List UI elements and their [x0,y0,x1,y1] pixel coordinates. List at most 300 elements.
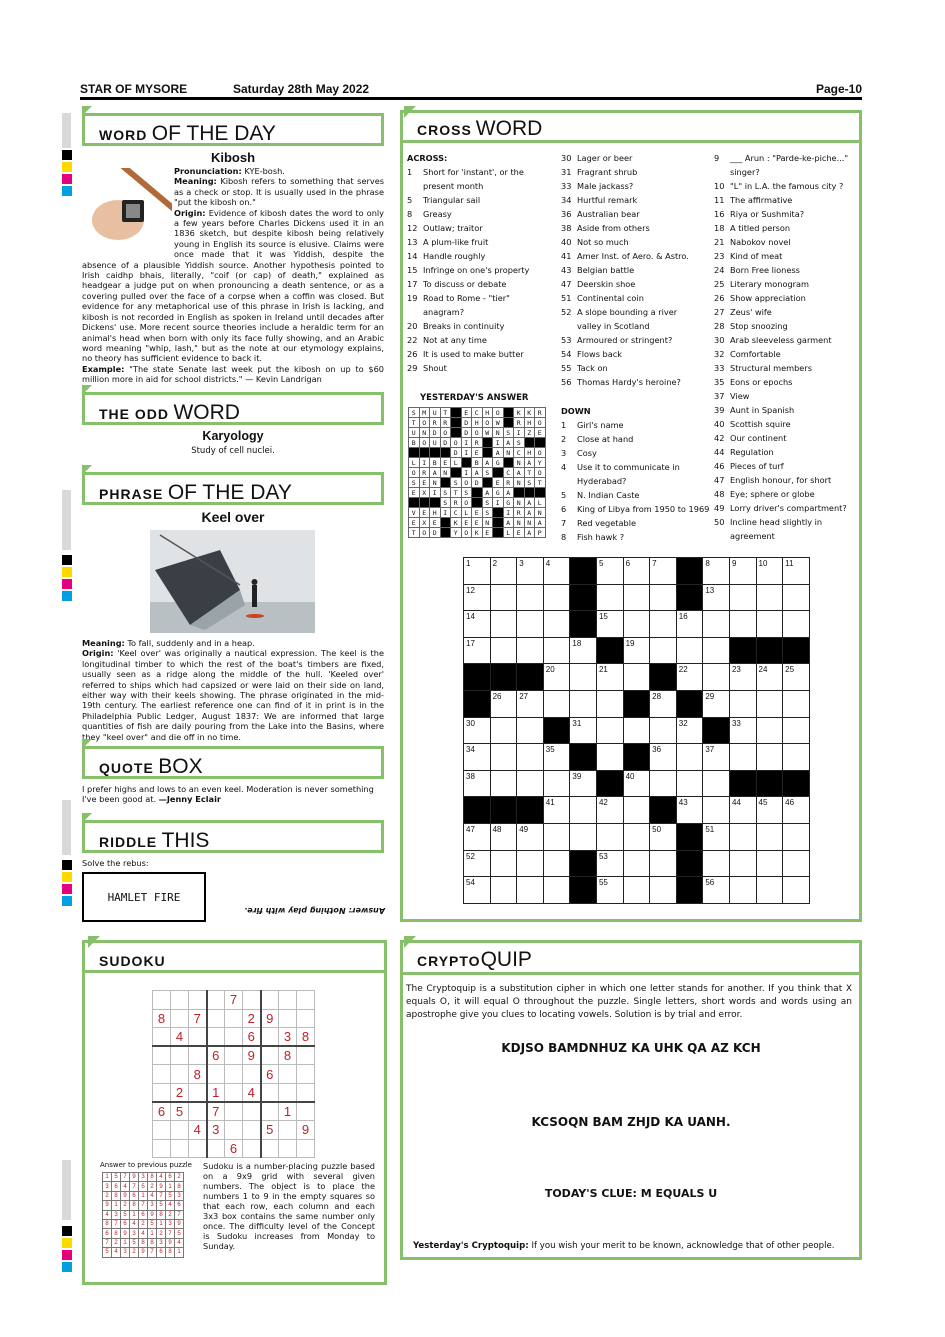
answer-block [451,408,462,418]
sudoku-cell[interactable] [153,1046,171,1065]
crossword-cell[interactable]: 12 [464,584,491,611]
clue-text: Flows back [577,349,623,359]
crossword-cell[interactable] [543,877,570,904]
sudoku-cell[interactable] [243,1102,261,1121]
clue [561,474,711,488]
crossword-cell[interactable] [703,611,730,638]
crossword-cell[interactable]: 20 [543,664,570,691]
answer-cell: E [493,478,504,488]
crossword-cell[interactable]: 33 [729,717,756,744]
crossword-cell[interactable]: 49 [517,823,544,850]
crossword-cell[interactable] [543,637,570,664]
answer-block [451,428,462,438]
prev-answer-label: Answer to previous puzzle [100,1161,192,1169]
down-clues-col2 [714,151,859,543]
crossword-cell[interactable] [676,770,703,797]
crossword-cell[interactable] [543,611,570,638]
sudoku-cell: 4 [171,1028,189,1047]
clue [714,277,859,291]
crossword-cell[interactable]: 36 [650,744,677,771]
crossword-cell[interactable]: 40 [623,770,650,797]
crossword-cell[interactable] [783,584,810,611]
reg-mark-yellow [62,567,72,577]
sudoku-cell[interactable] [171,1009,189,1028]
paper-name: STAR OF MYSORE [80,82,188,96]
sudoku-cell: 7 [225,991,243,1010]
answer-cell: S [451,478,462,488]
answer-cell: N [535,508,546,518]
prev-sudoku-cell: 1 [112,1201,121,1210]
sudoku-cell[interactable] [171,1121,189,1140]
sudoku-cell[interactable] [261,991,279,1010]
crossword-cell[interactable] [490,770,517,797]
crossword-cell[interactable] [729,877,756,904]
crossword-cell[interactable] [756,850,783,877]
sudoku-cell[interactable] [297,1009,315,1028]
crossword-cell[interactable]: 42 [596,797,623,824]
sudoku-description: Sudoku is a number-placing puzzle based on a 9x9 grid with several given numbers. The object is to place the numbers 1 to 9 in the empty squares so that each row, each column and each 3x3 box contains the same number only once. The difficulty level of the Concept is Sudoku increases from Monday to Sunday. [203,1161,375,1251]
crossword-cell[interactable]: 10 [756,558,783,585]
crossword-cell[interactable]: 53 [596,850,623,877]
crossword-block [570,558,597,585]
sudoku-cell[interactable] [279,1121,297,1140]
clue-number: 37 [714,391,725,401]
reg-mark-magenta [62,174,72,184]
crossword-cell[interactable] [783,850,810,877]
answer-cell: L [409,458,420,468]
sudoku-cell[interactable] [297,1065,315,1084]
sudoku-cell[interactable] [153,1028,171,1047]
clue-number: 41 [561,251,572,261]
clue-number: 35 [714,377,725,387]
cryptoquip-intro: The Cryptoquip is a substitution cipher in which one letter stands for another. If you think that X equals O, it will equal O throughout the puzzle. Single letters, short words and words using an apostrophe give you clues to locating vowels. Solution is by trial and error. [406,984,852,1020]
crossword-cell[interactable] [543,770,570,797]
sudoku-cell[interactable] [207,1065,225,1084]
crossword-cell[interactable] [490,717,517,744]
prev-sudoku-cell: 5 [175,1229,184,1238]
sudoku-cell[interactable] [189,1046,207,1065]
crossword-cell[interactable] [517,850,544,877]
answer-cell: A [514,468,525,478]
sudoku-cell[interactable] [153,1083,171,1102]
clue-number: 40 [714,419,725,429]
crossword-cell[interactable]: 32 [676,717,703,744]
crossword-cell[interactable]: 1 [464,558,491,585]
crossword-cell[interactable] [490,584,517,611]
crossword-cell[interactable] [756,717,783,744]
sudoku-cell[interactable] [189,1083,207,1102]
crossword-cell[interactable]: 31 [570,717,597,744]
crossword-cell[interactable] [729,744,756,771]
label: Pronunciation: [174,166,242,176]
crossword-cell[interactable]: 34 [464,744,491,771]
sudoku-cell[interactable] [225,1046,243,1065]
crossword-cell[interactable]: 55 [596,877,623,904]
meaning: Kibosh refers to something that serves as a check or stop. It is usually used in the phrase "put the kibosh on." [174,176,384,208]
clue [714,235,859,249]
crossword-cell[interactable]: 8 [703,558,730,585]
answer-cell: A [524,498,535,508]
sudoku-cell[interactable] [279,1083,297,1102]
answer-cell: E [472,508,483,518]
crossword-cell[interactable] [650,717,677,744]
clue-text: A titled person [730,223,791,233]
sudoku-cell[interactable] [297,1046,315,1065]
crossword-cell[interactable]: 37 [703,744,730,771]
answer-cell: H [430,508,441,518]
crossword-block [623,744,650,771]
sudoku-cell[interactable] [153,1065,171,1084]
crossword-cell[interactable] [703,770,730,797]
clue [407,179,557,193]
clue [561,516,711,530]
crossword-cell[interactable] [543,823,570,850]
sudoku-cell[interactable] [297,991,315,1010]
crossword-cell[interactable]: 30 [464,717,491,744]
clue [714,347,859,361]
sudoku-cell[interactable] [153,991,171,1010]
prev-sudoku-cell: 5 [166,1191,175,1200]
answer-cell: L [461,508,472,518]
crossword-cell[interactable] [783,744,810,771]
crossword-cell[interactable]: 54 [464,877,491,904]
crossword-cell[interactable] [650,637,677,664]
crossword-cell[interactable] [650,584,677,611]
prev-sudoku-cell: 8 [175,1182,184,1191]
crossword-cell[interactable] [756,823,783,850]
crossword-cell[interactable]: 23 [729,664,756,691]
crossword-cell[interactable] [650,770,677,797]
crossword-cell[interactable]: 6 [623,558,650,585]
sudoku-cell[interactable] [225,1121,243,1140]
crossword-cell[interactable] [596,717,623,744]
sudoku-cell[interactable] [225,1009,243,1028]
crossword-cell[interactable]: 47 [464,823,491,850]
crossword-cell[interactable] [490,637,517,664]
clue [561,375,711,389]
sudoku-cell: 4 [243,1083,261,1102]
crossword-cell[interactable] [517,744,544,771]
sudoku-cell[interactable] [261,1139,279,1158]
yesterday-answer-grid [408,407,546,538]
crossword-cell[interactable] [623,717,650,744]
sudoku-cell[interactable] [189,991,207,1010]
sudoku-cell[interactable] [261,1102,279,1121]
crossword-cell[interactable] [517,637,544,664]
sudoku-cell[interactable] [171,991,189,1010]
crossword-cell[interactable]: 43 [676,797,703,824]
answer-cell: O [440,428,451,438]
answer-cell: G [493,488,504,498]
crossword-cell[interactable] [729,690,756,717]
answer-cell: O [419,418,430,428]
crossword-cell[interactable]: 21 [596,664,623,691]
crossword-cell[interactable] [729,584,756,611]
crossword-cell[interactable]: 35 [543,744,570,771]
sudoku-cell[interactable] [243,1065,261,1084]
crossword-cell[interactable]: 39 [570,770,597,797]
crossword-cell[interactable]: 18 [570,637,597,664]
clue [407,263,557,277]
crossword-cell[interactable] [703,797,730,824]
crossword-cell[interactable] [490,744,517,771]
answer-block [440,518,451,528]
crossword-cell[interactable] [783,611,810,638]
crossword-cell[interactable] [570,823,597,850]
crossword-cell[interactable] [756,744,783,771]
sudoku-cell[interactable] [207,1139,225,1158]
crossword-cell[interactable]: 28 [650,690,677,717]
reg-mark-black [62,860,72,870]
clue-number: 46 [714,461,725,471]
crossword-cell[interactable]: 51 [703,823,730,850]
crossword-cell[interactable]: 48 [490,823,517,850]
crossword-cell[interactable] [490,850,517,877]
crossword-cell[interactable] [623,823,650,850]
crossword-cell[interactable] [783,690,810,717]
crossword-cell[interactable] [570,664,597,691]
crossword-cell[interactable]: 19 [623,637,650,664]
crossword-cell[interactable]: 46 [783,797,810,824]
sudoku-cell[interactable] [261,1046,279,1065]
sudoku-header [85,943,384,973]
crossword-cell[interactable]: 9 [729,558,756,585]
crossword-cell[interactable] [517,584,544,611]
prev-sudoku-cell: 4 [139,1229,148,1238]
crossword-cell[interactable] [570,797,597,824]
prev-sudoku-cell: 1 [121,1238,130,1247]
sudoku-cell[interactable] [243,991,261,1010]
answer-cell: S [440,498,451,508]
crossword-cell[interactable] [596,744,623,771]
sudoku-cell[interactable] [189,1139,207,1158]
masthead [80,80,862,98]
clue-text: Stop snoozing [730,321,788,331]
sudoku-cell[interactable] [189,1028,207,1047]
clue [714,473,859,487]
clue-number: 25 [714,279,725,289]
clue-number: 44 [714,447,725,457]
clue-text: Triangular sail [423,195,481,205]
riddle-header [82,820,384,853]
sudoku-cell[interactable] [297,1083,315,1102]
sudoku-cell[interactable] [297,1102,315,1121]
sudoku-cell: 5 [261,1121,279,1140]
sudoku-cell[interactable] [153,1121,171,1140]
crossword-cell[interactable] [517,877,544,904]
prev-sudoku-cell: 3 [175,1191,184,1200]
crossword-cell[interactable]: 3 [517,558,544,585]
clue [714,361,859,375]
crossword-cell[interactable] [729,850,756,877]
crossword-cell[interactable]: 7 [650,558,677,585]
crossword-cell[interactable]: 24 [756,664,783,691]
sudoku-cell[interactable] [189,1102,207,1121]
crossword-block [756,637,783,664]
crossword-cell[interactable]: 44 [729,797,756,824]
label: Example: [82,363,125,374]
sudoku-cell[interactable] [243,1139,261,1158]
crossword-cell[interactable] [650,611,677,638]
sudoku-cell[interactable] [171,1139,189,1158]
crossword-cell[interactable]: 4 [543,558,570,585]
prev-sudoku-cell: 5 [103,1248,112,1257]
crossword-cell[interactable] [650,877,677,904]
sudoku-cell[interactable] [207,991,225,1010]
answer-cell: Z [524,428,535,438]
crossword-cell[interactable]: 15 [596,611,623,638]
crossword-cell[interactable] [756,690,783,717]
sudoku-cell[interactable] [243,1121,261,1140]
crossword-cell[interactable]: 29 [703,690,730,717]
crossword-cell[interactable]: 27 [517,690,544,717]
clue-text: Incline head slightly in [730,517,823,527]
crossword-cell[interactable] [596,823,623,850]
prev-sudoku-cell: 5 [157,1201,166,1210]
answer-cell: X [419,488,430,498]
crossword-cell[interactable] [783,877,810,904]
yesterday-cryptoquip [413,1241,853,1251]
sudoku-cell[interactable] [279,1065,297,1084]
crossword-cell[interactable] [650,850,677,877]
crossword-cell[interactable] [623,797,650,824]
answer-cell: O [461,478,472,488]
crossword-cell[interactable]: 52 [464,850,491,877]
crossword-cell[interactable] [703,664,730,691]
crossword-cell[interactable]: 16 [676,611,703,638]
prev-sudoku-cell: 9 [166,1238,175,1247]
crossword-cell[interactable] [729,611,756,638]
clue-text: Breaks in continuity [423,321,505,331]
crossword-cell[interactable] [623,611,650,638]
sudoku-cell[interactable] [279,991,297,1010]
crossword-cell[interactable]: 41 [543,797,570,824]
crossword-cell[interactable]: 11 [783,558,810,585]
sudoku-cell[interactable] [225,1028,243,1047]
crossword-cell[interactable]: 14 [464,611,491,638]
crossword-cell[interactable] [570,690,597,717]
answer-block [419,498,430,508]
clue-number: 55 [561,363,572,373]
crossword-cell[interactable] [623,664,650,691]
prev-sudoku-cell: 6 [130,1191,139,1200]
prev-sudoku-cell: 1 [130,1210,139,1219]
crossword-cell[interactable]: 5 [596,558,623,585]
crossword-cell[interactable] [490,611,517,638]
prev-sudoku-cell: 4 [166,1201,175,1210]
sudoku-cell[interactable] [171,1046,189,1065]
crossword-cell[interactable] [676,744,703,771]
clue-text: singer? [730,167,760,177]
crossword-cell[interactable] [517,770,544,797]
crossword-cell[interactable]: 38 [464,770,491,797]
clue-text: Born Free lioness [730,265,800,275]
sudoku-cell: 9 [297,1121,315,1140]
crossword-cell[interactable] [756,584,783,611]
crossword-cell[interactable] [756,611,783,638]
sudoku-cell[interactable] [279,1009,297,1028]
crossword-cell[interactable]: 26 [490,690,517,717]
crossword-cell[interactable] [756,877,783,904]
print-bar [62,800,71,855]
crossword-cell[interactable] [596,690,623,717]
prev-sudoku-cell: 4 [175,1238,184,1247]
crossword-cell[interactable] [623,850,650,877]
crossword-cell[interactable]: 45 [756,797,783,824]
crossword-cell[interactable] [517,611,544,638]
crossword-cell[interactable]: 50 [650,823,677,850]
sudoku-cell[interactable] [207,1028,225,1047]
header-small-caps: SUDOKU [99,953,166,969]
crossword-cell[interactable]: 2 [490,558,517,585]
phrase-origin: 'Keel over' was originally a nautical expression. The keel is the longitudinal timber to which the rest of the boat's timbers are fixed, usually seen as a ridge along the middle of the hull. 'Keeled over' referred to ships which had capsized or were laid on their side on land, either way with their keels showing. The phrase originated in the mid-19th century. The earliest reference one can find of it in print is in the Philadelphia Public Ledger, August 1837: We are informed that large quantities of fish are daily pouring from the Lake into the Basins, where they "keel over" and die off in no time. [82,648,384,742]
clue-number: 53 [561,335,572,345]
crossword-cell[interactable] [543,690,570,717]
sudoku-cell[interactable] [225,1065,243,1084]
prev-sudoku-cell: 2 [166,1210,175,1219]
clue [407,277,557,291]
sudoku-cell[interactable] [171,1065,189,1084]
crossword-cell[interactable] [703,637,730,664]
clue-number: 56 [561,377,572,387]
answer-block [451,418,462,428]
sudoku-cell[interactable] [225,1102,243,1121]
crossword-cell[interactable] [623,584,650,611]
header-title: THIS [161,829,210,852]
crossword-cell[interactable] [729,823,756,850]
sudoku-cell[interactable] [207,1009,225,1028]
crossword-cell[interactable] [543,584,570,611]
crossword-cell[interactable]: 13 [703,584,730,611]
clue-number: 13 [407,237,418,247]
sudoku-cell[interactable] [261,1083,279,1102]
header-small-caps: QUOTE [99,760,154,776]
sudoku-cell: 9 [243,1046,261,1065]
sudoku-cell[interactable] [261,1028,279,1047]
sudoku-cell[interactable] [153,1139,171,1158]
clue-text: Hurtful remark [577,195,638,205]
answer-cell: D [430,528,441,538]
sudoku-cell[interactable] [279,1139,297,1158]
crossword-cell[interactable] [490,877,517,904]
clue-text: Zeus' wife [730,307,772,317]
label: Origin: [82,648,114,659]
sudoku-cell[interactable] [297,1139,315,1158]
crossword-cell[interactable] [623,877,650,904]
prev-sudoku-cell: 8 [103,1219,112,1228]
crossword-cell[interactable] [543,850,570,877]
crossword-cell[interactable]: 17 [464,637,491,664]
sudoku-cell[interactable] [225,1083,243,1102]
prev-sudoku-cell: 6 [139,1210,148,1219]
clue-text: Kind of meat [730,251,783,261]
crossword-cell[interactable] [783,717,810,744]
crossword-cell[interactable] [783,823,810,850]
answer-cell: D [472,478,483,488]
crossword-cell[interactable] [703,850,730,877]
crossword-cell[interactable] [517,717,544,744]
prev-sudoku-cell: 3 [112,1210,121,1219]
answer-cell: Y [451,528,462,538]
answer-cell: N [430,478,441,488]
crossword-cell[interactable]: 22 [676,664,703,691]
clue-number: 12 [407,223,418,233]
crossword-cell[interactable]: 25 [783,664,810,691]
crossword-cell[interactable] [596,584,623,611]
crossword-cell[interactable]: 56 [703,877,730,904]
clue [561,418,711,432]
crossword-cell[interactable] [676,637,703,664]
